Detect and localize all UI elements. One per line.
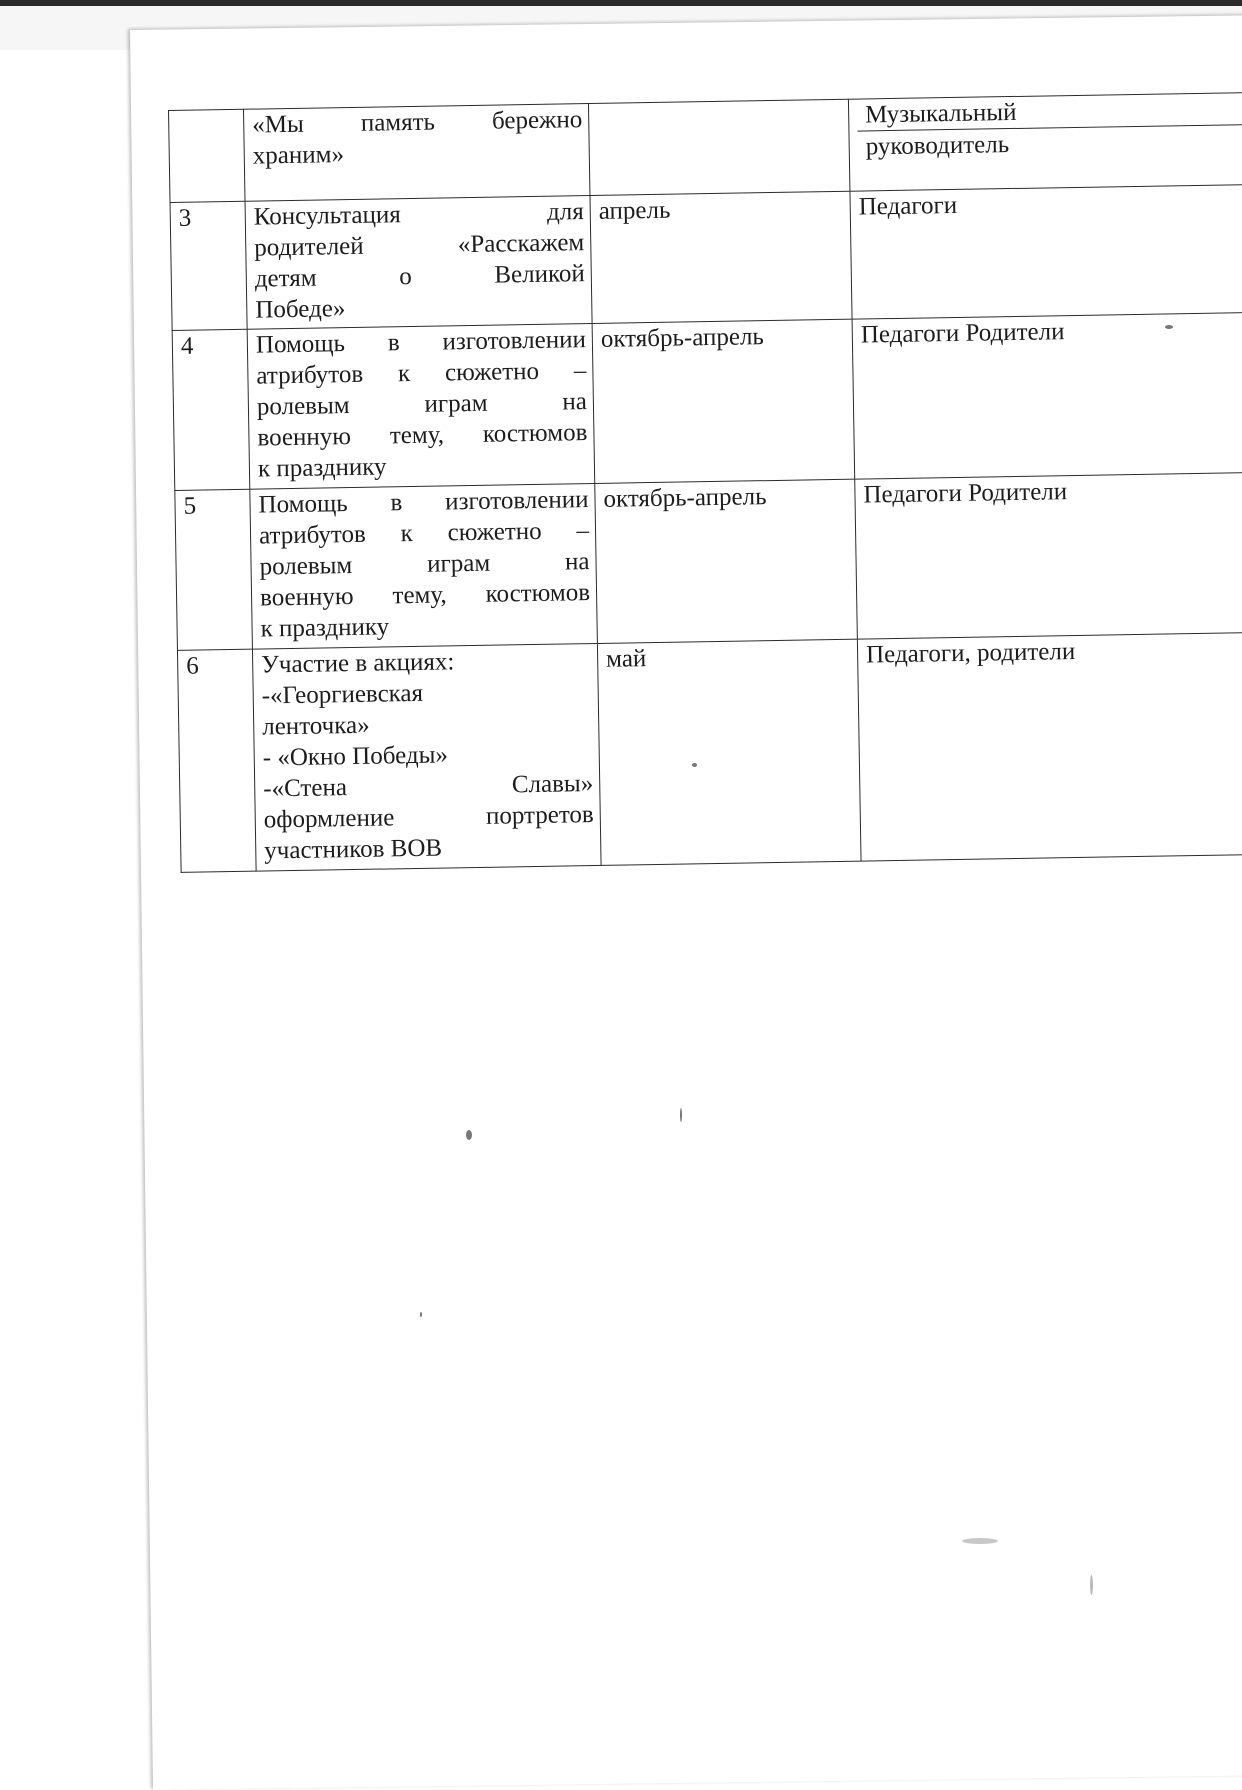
event-cell (252, 643, 601, 871)
event-line: атрибутов к сюжетно – (258, 517, 590, 550)
table-row (175, 473, 1242, 651)
row-number: 4 (172, 329, 250, 490)
event-line: к празднику (257, 453, 387, 483)
responsible-cell: Педагоги (850, 185, 1242, 320)
event-cell (243, 104, 589, 202)
event-line: к празднику (260, 613, 390, 643)
scan-speck (1090, 1575, 1093, 1595)
scan-speck (466, 1130, 472, 1140)
event-line: - «Окно Победы» (262, 741, 449, 772)
event-line: Победе» (255, 295, 346, 324)
row-number: 3 (170, 201, 247, 330)
date-cell: апрель (590, 191, 852, 323)
events-table (168, 92, 1242, 873)
event-line: «Мы память бережно (252, 106, 583, 139)
event-line: атрибутов к сюжетно – (256, 357, 587, 390)
event-cell (250, 483, 598, 649)
event-line: Консультация для (253, 198, 584, 231)
event-line: оформление портретов (263, 801, 594, 834)
scan-speck (680, 1108, 682, 1122)
event-line: ленточка» (262, 711, 370, 741)
event-line: участников ВОВ (264, 834, 443, 865)
event-line: ролевым играм на (259, 548, 590, 581)
date-cell: октябрь-апрель (595, 479, 858, 643)
event-cell (247, 323, 595, 489)
event-line: храним» (252, 141, 345, 170)
event-line: военную тему, костюмов (259, 579, 591, 612)
event-line: -«Стена Славы» (263, 770, 594, 803)
table-row (177, 633, 1242, 873)
scan-speck (692, 763, 697, 767)
table-row (170, 185, 1242, 331)
event-line: -«Георгиевская (261, 679, 424, 710)
scan-speck (420, 1312, 422, 1317)
event-cell (245, 196, 592, 330)
responsible-text: Музыкальный (857, 93, 1242, 131)
event-line: детям о Великой (254, 260, 585, 293)
responsible-cell: Педагоги, родители (857, 633, 1242, 862)
scan-speck (1165, 325, 1173, 329)
event-line: родителей «Расскажем (254, 229, 585, 262)
date-cell (588, 99, 849, 195)
event-line: Участие в акциях: (260, 648, 455, 679)
responsible-cell: Педагоги Родители (852, 313, 1242, 480)
date-cell: октябрь-апрель (592, 319, 855, 483)
row-number (169, 109, 246, 202)
row-number: 5 (175, 489, 253, 650)
event-line: Помощь в изготовлении (255, 326, 587, 359)
responsible-cell (848, 93, 1242, 192)
date-cell: май (597, 639, 861, 865)
row-number: 6 (177, 649, 256, 872)
table-row (172, 313, 1242, 491)
event-line: Помощь в изготовлении (258, 486, 589, 519)
event-line: военную тему, костюмов (257, 419, 588, 452)
responsible-cell: Педагоги Родители (855, 473, 1242, 640)
responsible-text: руководитель (865, 131, 1010, 161)
table-row (169, 93, 1242, 203)
event-line: ролевым играм на (256, 388, 588, 421)
scan-speck (962, 1538, 998, 1544)
